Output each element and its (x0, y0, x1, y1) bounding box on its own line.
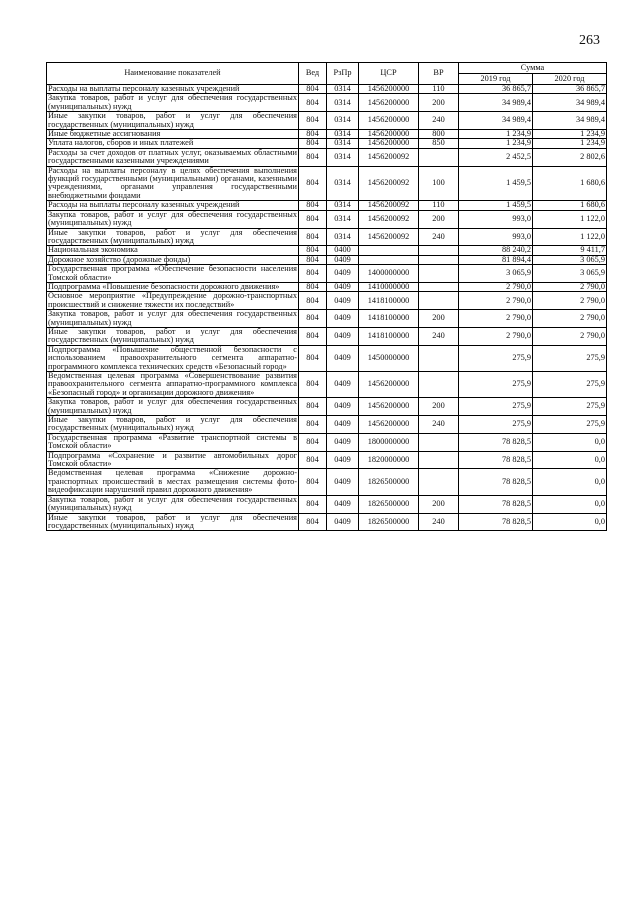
row-2019-cell: 275,9 (459, 416, 533, 434)
row-rzpr-cell: 0314 (327, 139, 359, 148)
row-name-cell: Подпрограмма «Повышение общественной безопасности с использованием правоохранительного сегмента аппаратно-программного комплекса технических средств «Безопасный город» (48, 344, 297, 371)
row-name-cell: Закупка товаров, работ и услуг для обеспечения государственных (муниципальных) нужд (48, 309, 297, 327)
row-ved-cell: 804 (299, 228, 327, 246)
row-ved-cell: 804 (299, 292, 327, 310)
row-2020-cell: 2 790,0 (533, 327, 607, 345)
row-ved-cell: 804 (299, 246, 327, 255)
row-ved-cell: 804 (299, 513, 327, 531)
table-row (47, 327, 607, 345)
table-row (47, 139, 607, 148)
row-ved-cell: 804 (299, 372, 327, 398)
row-2020-cell: 2 790,0 (533, 282, 607, 291)
row-2020-cell: 9 411,7 (533, 246, 607, 255)
row-2019-cell: 275,9 (459, 398, 533, 416)
row-name-cell: Уплата налогов, сборов и иных платежей (47, 139, 299, 148)
row-2019-cell: 3 065,9 (459, 265, 533, 283)
row-vr-cell: 240 (419, 416, 459, 434)
row-csr-cell: 1418100000 (359, 327, 419, 345)
row-csr-cell: 1456200000 (359, 85, 419, 94)
row-name-cell: Иные закупки товаров, работ и услуг для обеспечения государственных (муниципальных) нужд (48, 227, 297, 245)
row-rzpr-cell: 0314 (327, 85, 359, 94)
row-2019-cell: 2 790,0 (459, 327, 533, 345)
row-2020-cell: 3 065,9 (533, 255, 607, 264)
row-csr-cell: 1456200000 (359, 130, 419, 139)
row-csr-cell: 1820000000 (359, 451, 419, 469)
row-vr-cell (419, 372, 459, 398)
row-2020-cell: 275,9 (533, 345, 607, 371)
row-name-cell: Национальная экономика (47, 246, 299, 255)
row-name-cell: Закупка товаров, работ и услуг для обеспечения государственных (муниципальных) нужд (48, 397, 297, 415)
row-name-cell: Подпрограмма «Сохранение и развитие автомобильных дорог Томской области» (48, 450, 297, 469)
row-vr-cell: 850 (419, 139, 459, 148)
row-ved-cell: 804 (299, 416, 327, 434)
row-name-cell: Основное мероприятие «Предупреждение дорожно-транспортных происшествий и снижение тяжести их последствий» (48, 291, 297, 309)
row-name-cell: Закупка товаров, работ и услуг для обеспечения государственных (муниципальных) нужд (48, 93, 297, 111)
row-name-cell: Расходы на выплаты персоналу в целях обеспечения выполнения функций государственными (муниципальными) органами, казенными учреждениями, органами управления государственными внебюджетными фондами (48, 165, 297, 200)
row-vr-cell: 100 (419, 166, 459, 201)
row-2020-cell: 1 234,9 (533, 139, 607, 148)
row-rzpr-cell: 0400 (327, 246, 359, 255)
row-csr-cell: 1456200000 (359, 416, 419, 434)
row-rzpr-cell: 0409 (327, 416, 359, 434)
row-2019-cell: 275,9 (459, 345, 533, 371)
row-csr-cell: 1450000000 (359, 345, 419, 371)
row-ved-cell: 804 (299, 166, 327, 201)
row-2020-cell: 36 865,7 (533, 85, 607, 94)
header-name: Наименование показателей (47, 63, 299, 85)
row-2020-cell: 0,0 (533, 513, 607, 531)
row-name-cell: Иные закупки товаров, работ и услуг для обеспечения государственных (муниципальных) нужд (48, 326, 297, 345)
table-row (47, 265, 607, 283)
table-row (47, 292, 607, 310)
row-vr-cell: 200 (419, 495, 459, 513)
row-2019-cell: 78 828,5 (459, 433, 533, 451)
row-name-cell: Государственная программа «Обеспечение безопасности населения Томской области» (48, 264, 297, 282)
row-2019-cell: 88 240,2 (459, 246, 533, 255)
row-vr-cell (419, 292, 459, 310)
row-ved-cell: 804 (299, 327, 327, 345)
row-2020-cell: 275,9 (533, 398, 607, 416)
table-row (47, 310, 607, 328)
table-row (47, 112, 607, 130)
row-csr-cell: 1826500000 (359, 495, 419, 513)
row-rzpr-cell: 0314 (327, 201, 359, 210)
table-row (47, 469, 607, 495)
row-name-cell: Иные закупки товаров, работ и услуг для обеспечения государственных (муниципальных) нужд (48, 512, 297, 530)
row-2019-cell: 78 828,5 (459, 513, 533, 531)
row-2019-cell: 993,0 (459, 228, 533, 246)
header-rzpr: РзПр (327, 63, 359, 85)
row-vr-cell: 240 (419, 112, 459, 130)
table-row (47, 246, 607, 255)
row-vr-cell (419, 282, 459, 291)
table-header (47, 63, 607, 85)
row-2020-cell: 0,0 (533, 451, 607, 469)
row-ved-cell: 804 (299, 210, 327, 228)
row-ved-cell: 804 (299, 112, 327, 130)
row-rzpr-cell: 0314 (327, 166, 359, 201)
row-rzpr-cell: 0409 (327, 469, 359, 495)
row-2020-cell: 1 122,0 (533, 210, 607, 228)
row-name-cell: Подпрограмма «Повышение безопасности дорожного движения» (47, 282, 299, 291)
row-rzpr-cell: 0314 (327, 112, 359, 130)
row-2020-cell: 1 680,6 (533, 166, 607, 201)
row-2019-cell: 2 790,0 (459, 282, 533, 291)
table-row (47, 416, 607, 434)
row-rzpr-cell: 0409 (327, 327, 359, 345)
row-csr-cell: 1456200000 (359, 112, 419, 130)
row-rzpr-cell: 0409 (327, 292, 359, 310)
row-csr-cell: 1418100000 (359, 292, 419, 310)
row-rzpr-cell: 0409 (327, 451, 359, 469)
row-rzpr-cell: 0409 (327, 495, 359, 513)
row-ved-cell: 804 (299, 148, 327, 166)
row-ved-cell: 804 (299, 265, 327, 283)
row-2020-cell: 275,9 (533, 416, 607, 434)
row-2019-cell: 78 828,5 (459, 495, 533, 513)
row-2020-cell: 3 065,9 (533, 265, 607, 283)
header-ved: Вед (299, 63, 327, 85)
row-ved-cell: 804 (299, 85, 327, 94)
row-vr-cell (419, 469, 459, 495)
row-2020-cell: 1 122,0 (533, 228, 607, 246)
row-2020-cell: 2 790,0 (533, 310, 607, 328)
row-vr-cell (419, 246, 459, 255)
row-vr-cell (419, 345, 459, 371)
row-name-cell: Расходы на выплаты персоналу казенных учреждений (47, 85, 299, 94)
row-rzpr-cell: 0314 (327, 210, 359, 228)
row-rzpr-cell: 0314 (327, 148, 359, 166)
table-row (47, 495, 607, 513)
row-name-cell: Иные закупки товаров, работ и услуг для обеспечения государственных (муниципальных) нужд (48, 111, 297, 129)
row-vr-cell (419, 265, 459, 283)
table-row (47, 513, 607, 531)
table-row (47, 433, 607, 451)
row-csr-cell: 1456200000 (359, 94, 419, 112)
row-2020-cell: 0,0 (533, 495, 607, 513)
row-vr-cell: 240 (419, 327, 459, 345)
row-name-cell: Расходы за счет доходов от платных услуг, оказываемых областными государственными казенными учреждениями (48, 147, 297, 166)
row-vr-cell: 200 (419, 94, 459, 112)
row-2019-cell: 275,9 (459, 372, 533, 398)
row-ved-cell: 804 (299, 310, 327, 328)
row-ved-cell: 804 (299, 94, 327, 112)
row-ved-cell: 804 (299, 433, 327, 451)
row-csr-cell: 1826500000 (359, 513, 419, 531)
row-vr-cell: 200 (419, 310, 459, 328)
row-vr-cell: 110 (419, 201, 459, 210)
row-csr-cell: 1456200092 (359, 228, 419, 246)
row-rzpr-cell: 0409 (327, 513, 359, 531)
row-name-cell: Дорожное хозяйство (дорожные фонды) (47, 255, 299, 264)
table-row (47, 372, 607, 398)
row-ved-cell: 804 (299, 451, 327, 469)
row-name-cell: Государственная программа «Развитие транспортной системы в Томской области» (48, 432, 297, 451)
row-name-cell: Ведомственная целевая программа «Совершенствование развития правоохранительного сегмента аппаратно-программного комплекса «Безопасный город» и организации дорожного движения» (48, 371, 297, 397)
row-2019-cell: 78 828,5 (459, 451, 533, 469)
header-csr: ЦСР (359, 63, 419, 85)
row-csr-cell: 1456200000 (359, 139, 419, 148)
row-rzpr-cell: 0409 (327, 398, 359, 416)
row-2019-cell: 1 459,5 (459, 201, 533, 210)
row-rzpr-cell: 0409 (327, 255, 359, 264)
row-2020-cell: 2 790,0 (533, 292, 607, 310)
row-csr-cell (359, 246, 419, 255)
row-vr-cell: 800 (419, 130, 459, 139)
header-sum: Сумма (459, 63, 607, 74)
table-row (47, 148, 607, 166)
row-rzpr-cell: 0409 (327, 310, 359, 328)
row-2019-cell: 1 234,9 (459, 139, 533, 148)
header-2020: 2020 год (533, 74, 607, 85)
row-name-cell: Иные закупки товаров, работ и услуг для обеспечения государственных (муниципальных) нужд (48, 415, 297, 433)
row-2019-cell: 36 865,7 (459, 85, 533, 94)
row-csr-cell: 1456200092 (359, 148, 419, 166)
row-ved-cell: 804 (299, 130, 327, 139)
row-csr-cell: 1826500000 (359, 469, 419, 495)
row-csr-cell: 1410000000 (359, 282, 419, 291)
row-vr-cell (419, 148, 459, 166)
row-2019-cell: 81 894,4 (459, 255, 533, 264)
row-vr-cell: 200 (419, 210, 459, 228)
page-number: 263 (579, 33, 600, 48)
row-csr-cell: 1456200092 (359, 201, 419, 210)
header-2019: 2019 год (459, 74, 533, 85)
table-row (47, 210, 607, 228)
table-row (47, 166, 607, 201)
table-row (47, 201, 607, 210)
row-2019-cell: 2 452,5 (459, 148, 533, 166)
row-rzpr-cell: 0409 (327, 265, 359, 283)
row-2020-cell: 34 989,4 (533, 112, 607, 130)
row-2019-cell: 78 828,5 (459, 469, 533, 495)
row-ved-cell: 804 (299, 255, 327, 264)
row-rzpr-cell: 0409 (327, 433, 359, 451)
table-row (47, 94, 607, 112)
row-vr-cell: 240 (419, 228, 459, 246)
row-2019-cell: 34 989,4 (459, 94, 533, 112)
row-name-cell: Закупка товаров, работ и услуг для обеспечения государственных (муниципальных) нужд (48, 209, 297, 228)
budget-table (46, 62, 607, 531)
row-2020-cell: 2 802,6 (533, 148, 607, 166)
row-ved-cell: 804 (299, 398, 327, 416)
row-vr-cell (419, 255, 459, 264)
row-2019-cell: 1 234,9 (459, 130, 533, 139)
table-row (47, 228, 607, 246)
row-csr-cell: 1456200092 (359, 210, 419, 228)
row-csr-cell (359, 255, 419, 264)
table-row (47, 345, 607, 371)
table-row (47, 451, 607, 469)
row-csr-cell: 1800000000 (359, 433, 419, 451)
row-2019-cell: 1 459,5 (459, 166, 533, 201)
row-vr-cell: 110 (419, 85, 459, 94)
row-rzpr-cell: 0314 (327, 94, 359, 112)
row-2019-cell: 2 790,0 (459, 310, 533, 328)
row-2020-cell: 1 680,6 (533, 201, 607, 210)
row-ved-cell: 804 (299, 139, 327, 148)
row-vr-cell (419, 433, 459, 451)
row-2020-cell: 34 989,4 (533, 94, 607, 112)
row-csr-cell: 1456200092 (359, 166, 419, 201)
row-csr-cell: 1400000000 (359, 265, 419, 283)
row-2019-cell: 34 989,4 (459, 112, 533, 130)
row-rzpr-cell: 0409 (327, 282, 359, 291)
row-csr-cell: 1456200000 (359, 398, 419, 416)
row-vr-cell: 200 (419, 398, 459, 416)
row-csr-cell: 1418100000 (359, 310, 419, 328)
table-body (47, 85, 607, 531)
row-ved-cell: 804 (299, 282, 327, 291)
row-vr-cell: 240 (419, 513, 459, 531)
table-row (47, 398, 607, 416)
row-ved-cell: 804 (299, 495, 327, 513)
row-rzpr-cell: 0314 (327, 228, 359, 246)
row-csr-cell: 1456200000 (359, 372, 419, 398)
row-rzpr-cell: 0314 (327, 130, 359, 139)
row-2020-cell: 0,0 (533, 433, 607, 451)
row-2020-cell: 0,0 (533, 469, 607, 495)
row-ved-cell: 804 (299, 345, 327, 371)
row-rzpr-cell: 0409 (327, 345, 359, 371)
row-rzpr-cell: 0409 (327, 372, 359, 398)
row-ved-cell: 804 (299, 201, 327, 210)
row-2020-cell: 275,9 (533, 372, 607, 398)
row-2019-cell: 993,0 (459, 210, 533, 228)
header-vr: ВР (419, 63, 459, 85)
row-ved-cell: 804 (299, 469, 327, 495)
row-name-cell: Иные бюджетные ассигнования (47, 130, 299, 139)
row-name-cell: Закупка товаров, работ и услуг для обеспечения государственных (муниципальных) нужд (48, 494, 297, 513)
row-vr-cell (419, 451, 459, 469)
row-2019-cell: 2 790,0 (459, 292, 533, 310)
row-2020-cell: 1 234,9 (533, 130, 607, 139)
row-name-cell: Расходы на выплаты персоналу казенных учреждений (47, 201, 299, 210)
row-name-cell: Ведомственная целевая программа «Снижение дорожно-транспортных происшествий в местах размещения системы фото-видеофиксации нарушений правил дорожного движения» (48, 468, 297, 495)
